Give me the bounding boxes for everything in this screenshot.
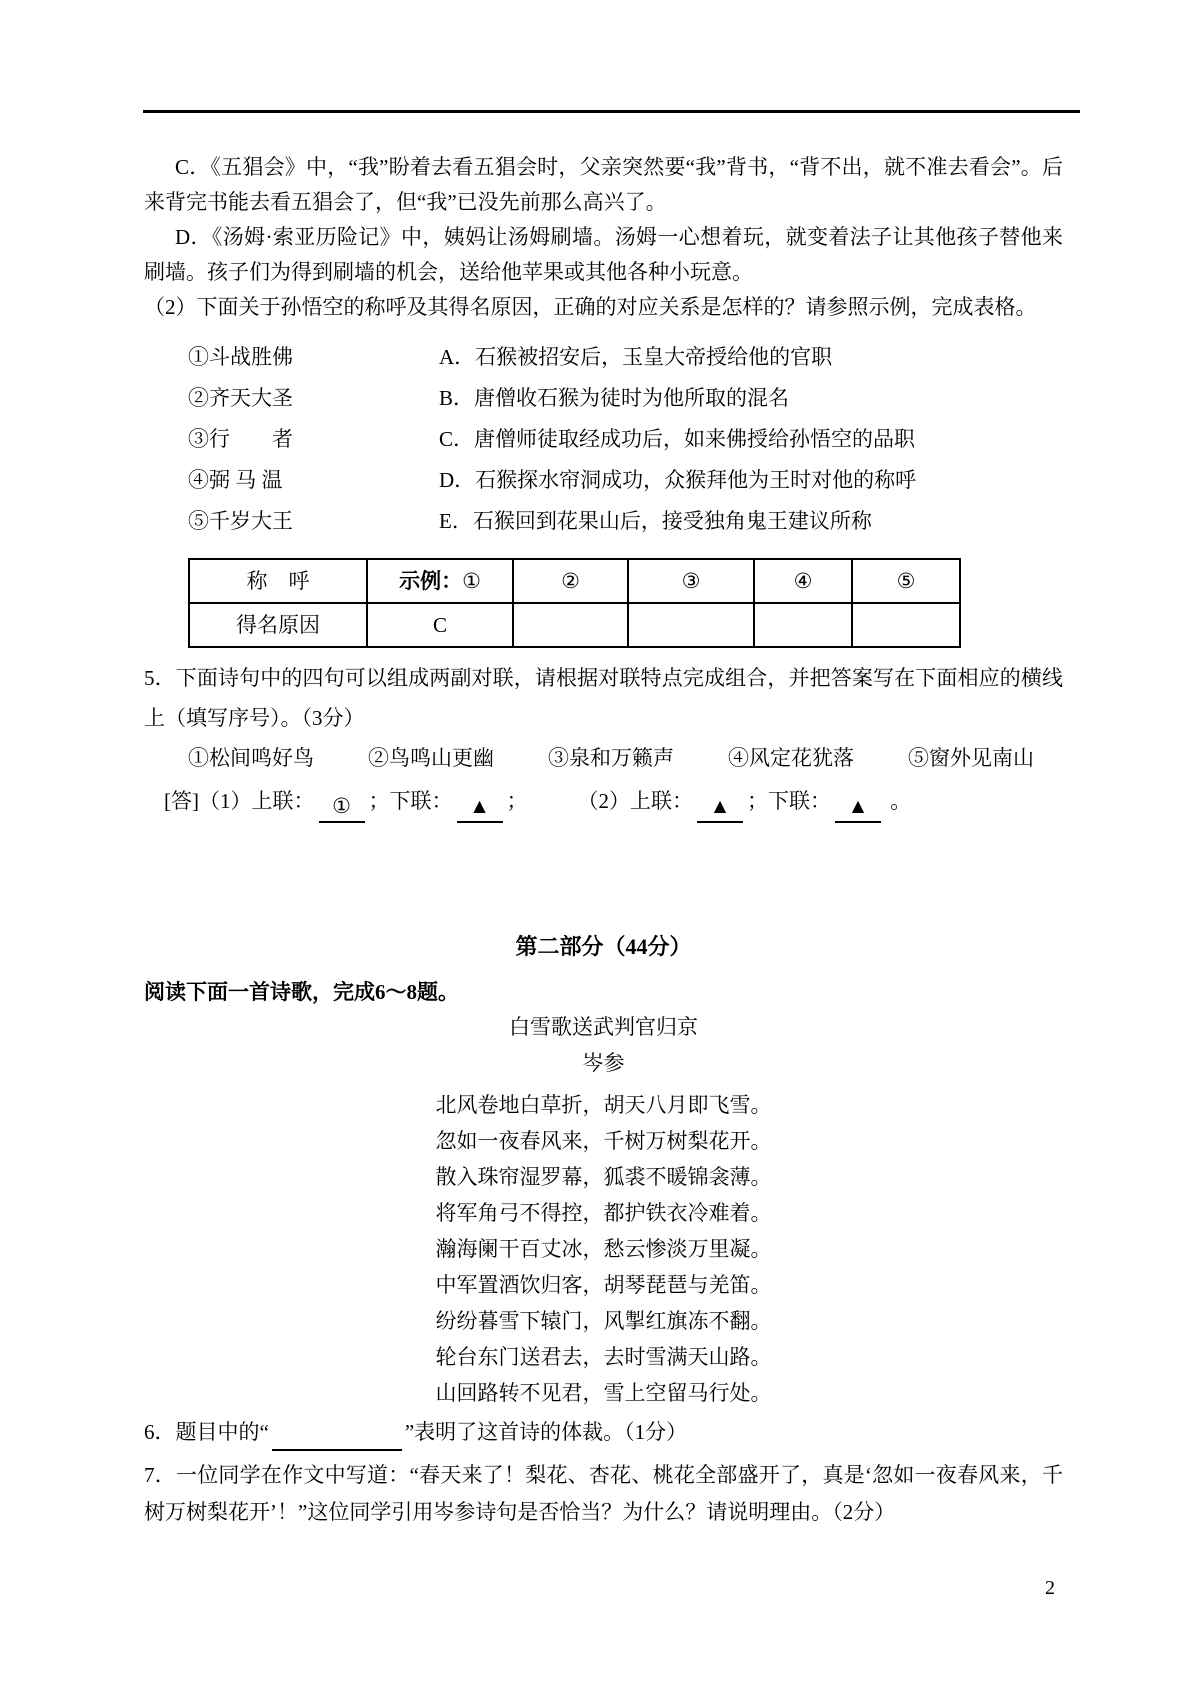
matching-term: ③行 者 xyxy=(188,427,293,451)
matching-row-5 xyxy=(144,501,1063,542)
matching-term: ②齐天大圣 xyxy=(188,386,293,410)
poem-title: 白雪歌送武判官归京 xyxy=(509,1015,698,1039)
answer-prefix: [答]（1）上联： xyxy=(164,789,315,813)
q6-answer-blank xyxy=(272,1423,402,1451)
header-rule xyxy=(143,110,1080,113)
answer-blank-3: ▲ xyxy=(697,791,743,823)
example-label: 示例： xyxy=(399,569,463,593)
naming-table-header-row xyxy=(189,559,960,603)
option-d-paragraph: D．《汤姆·索亚历险记》中，姨妈让汤姆刷墙。汤姆一心想着玩，就变着法子让其他孩子替他来刷墙。孩子们为得到刷墙的机会，送给他苹果或其他各种小玩意。 xyxy=(144,225,1063,284)
poem-line: 将军角弓不得控，都护铁衣冷难着。 xyxy=(435,1201,772,1225)
matching-row-1 xyxy=(144,337,1063,378)
table-cell-example xyxy=(367,559,513,603)
q6-suffix: ”表明了这首诗的体裁。（1分） xyxy=(404,1420,688,1444)
question-2-prompt: （2）下面关于孙悟空的称呼及其得名原因，正确的对应关系是怎样的？请参照示例，完成表格。 xyxy=(144,295,1037,319)
answer-mid-3: ；下联： xyxy=(747,789,831,813)
option-c-paragraph: C．《五猖会》中，“我”盼着去看五猖会时，父亲突然要“我”背书，“背不出，就不准去看会”。后来背完书能去看五猖会了，但“我”已没先前那么高兴了。 xyxy=(144,155,1063,214)
answer-blank-2: ▲ xyxy=(457,791,503,823)
answer-blank-1: ① xyxy=(319,791,365,823)
poem-line: 轮台东门送君去，去时雪满天山路。 xyxy=(435,1345,772,1369)
matching-desc: B．唐僧收石猴为徒时为他所取的混名 xyxy=(439,386,790,410)
poem-body xyxy=(144,1087,1063,1411)
table-cell-title: 称 呼 xyxy=(189,559,367,603)
table-cell-col5: ⑤ xyxy=(852,559,960,603)
matching-term: ⑤千岁大王 xyxy=(188,509,293,533)
poem-block xyxy=(144,1009,1063,1411)
couplet-option-5: ⑤窗外见南山 xyxy=(908,746,1034,770)
answer-blank-4: ▲ xyxy=(835,791,881,823)
answer-mid-1: ；下联： xyxy=(368,789,453,813)
matching-list xyxy=(144,337,1063,542)
poem-line: 瀚海阑干百丈冰，愁云惨淡万里凝。 xyxy=(435,1237,772,1261)
table-cell-col2: ② xyxy=(513,559,628,603)
naming-table-answer-row xyxy=(189,603,960,647)
couplet-option-2: ②鸟鸣山更幽 xyxy=(368,746,494,770)
matching-desc: D．石猴探水帘洞成功，众猴拜他为王时对他的称呼 xyxy=(439,468,917,492)
poem-author: 岑参 xyxy=(582,1051,625,1075)
poem-line: 北风卷地白草折，胡天八月即飞雪。 xyxy=(435,1093,772,1117)
couplet-option-1: ①松间鸣好鸟 xyxy=(188,746,314,770)
matching-row-3 xyxy=(144,419,1063,460)
matching-desc: E．石猴回到花果山后，接受独角鬼王建议所称 xyxy=(439,509,872,533)
poem-line: 山回路转不见君，雪上空留马行处。 xyxy=(435,1381,772,1405)
matching-desc: A．石猴被招安后，玉皇大帝授给他的官职 xyxy=(439,345,833,369)
question-5-text: 5．下面诗句中的四句可以组成两副对联，请根据对联特点完成组合，并把答案写在下面相应的横线上（填写序号）。（3分） xyxy=(144,666,1063,730)
table-empty-cell xyxy=(754,603,852,647)
table-empty-cell xyxy=(852,603,960,647)
matching-term: ①斗战胜佛 xyxy=(188,345,293,369)
matching-desc: C．唐僧师徒取经成功后，如来佛授给孙悟空的品职 xyxy=(439,427,916,451)
couplet-option-4: ④风定花犹落 xyxy=(728,746,854,770)
poem-line: 中军置酒饮归客，胡琴琵琶与羌笛。 xyxy=(435,1273,772,1297)
naming-table xyxy=(188,558,961,648)
page-content xyxy=(144,150,1063,1531)
matching-term: ④弼 马 温 xyxy=(188,468,283,492)
poem-line: 散入珠帘湿罗幕，狐裘不暖锦衾薄。 xyxy=(435,1165,772,1189)
couplet-options xyxy=(188,738,1063,779)
answer-part2-prefix: （2）上联： xyxy=(577,789,693,813)
table-cell-col3: ③ xyxy=(628,559,754,603)
table-cell-col4: ④ xyxy=(754,559,852,603)
page-number: 2 xyxy=(1045,1577,1055,1599)
table-empty-cell xyxy=(628,603,754,647)
question-7: 7．一位同学在作文中写道：“春天来了！梨花、杏花、桃花全部盛开了，真是‘忽如一夜春风来，千树万树梨花开’！”这位同学引用岑参诗句是否恰当？为什么？请说明理由。（2分） xyxy=(144,1463,1063,1524)
table-cell-reason-label: 得名原因 xyxy=(189,603,367,647)
answer-mid-2: ； xyxy=(506,789,528,813)
couplet-option-3: ③泉和万籁声 xyxy=(548,746,674,770)
matching-row-2 xyxy=(144,378,1063,419)
answer-suffix: 。 xyxy=(885,789,912,813)
table-cell-example-answer: C xyxy=(367,603,513,647)
part2-heading: 第二部分（44分） xyxy=(515,934,692,959)
couplet-answer-line xyxy=(164,779,1063,823)
example-value: ① xyxy=(462,569,481,593)
question-6 xyxy=(144,1413,1063,1451)
poem-line: 忽如一夜春风来，千树万树梨花开。 xyxy=(435,1129,772,1153)
matching-row-4 xyxy=(144,460,1063,501)
reading-instruction: 阅读下面一首诗歌，完成6～8题。 xyxy=(144,980,459,1004)
q6-prefix: 6．题目中的“ xyxy=(144,1420,269,1444)
table-empty-cell xyxy=(513,603,628,647)
poem-line: 纷纷暮雪下辕门，风掣红旗冻不翻。 xyxy=(435,1309,772,1333)
